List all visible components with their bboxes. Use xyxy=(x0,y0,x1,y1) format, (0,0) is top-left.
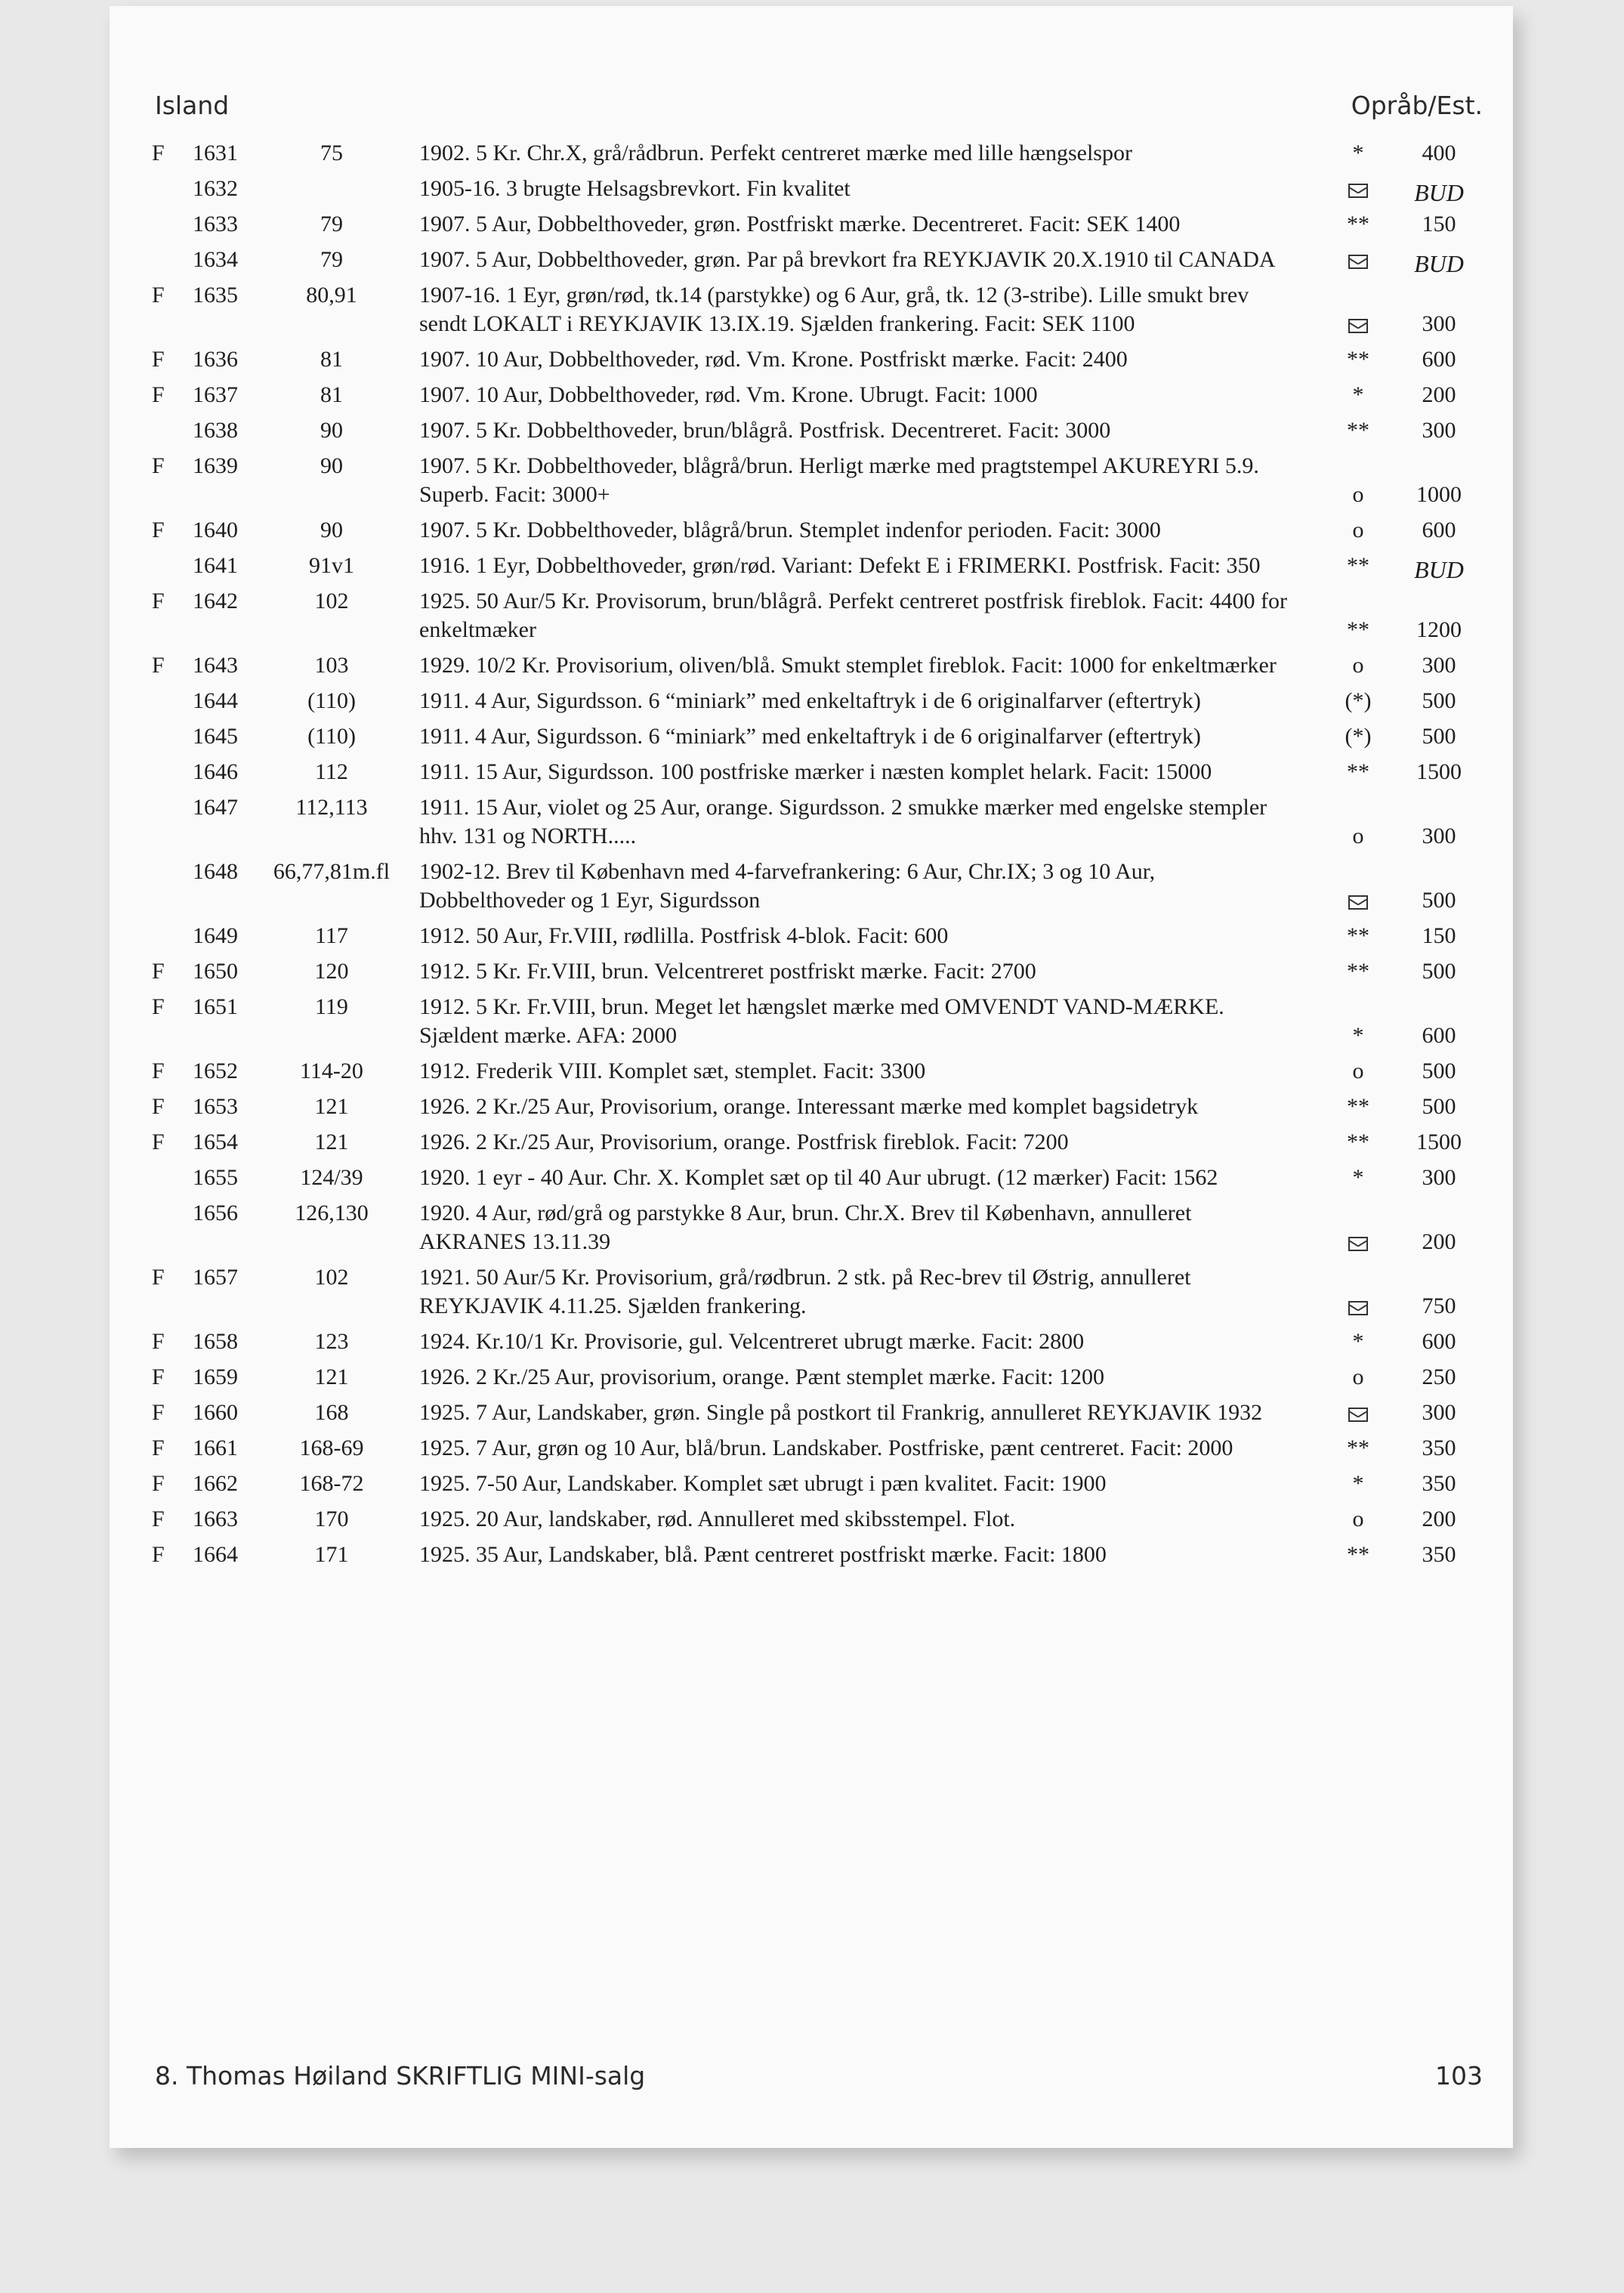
lot-condition: * xyxy=(1352,1329,1364,1354)
lot-row xyxy=(152,139,1481,175)
lot-estimate: 350 xyxy=(1422,1435,1456,1460)
lot-number: 1638 xyxy=(193,418,238,443)
lot-description: 1907. 5 Aur, Dobbelthoveder, grøn. Postfriskt mærke. Decentreret. Facit: SEK 1400 xyxy=(419,212,1181,236)
catalog-reference: 121 xyxy=(314,1130,349,1154)
lot-condition: o xyxy=(1352,1507,1364,1531)
lot-description: 1911. 4 Aur, Sigurdsson. 6 “miniark” med enkeltaftryk i de 6 originalfarver (eftertryk) xyxy=(419,688,1201,713)
lot-estimate: 250 xyxy=(1422,1364,1456,1389)
lot-description: 1907. 5 Kr. Dobbelthoveder, blågrå/brun. Stemplet indenfor perioden. Facit: 3000 xyxy=(419,518,1161,542)
lot-number: 1658 xyxy=(193,1329,238,1354)
lot-description: 1925. 7 Aur, Landskaber, grøn. Single på postkort til Frankrig, annulleret REYKJAVIK 1932 xyxy=(419,1400,1263,1425)
lot-row xyxy=(152,722,1481,758)
catalog-reference: 66,77,81m.fl xyxy=(273,859,391,884)
catalog-page xyxy=(110,6,1513,2148)
lot-condition: ** xyxy=(1347,1130,1369,1154)
lot-condition: o xyxy=(1352,518,1364,542)
lot-number: 1651 xyxy=(193,994,238,1019)
lot-description: 1925. 7-50 Aur, Landskaber. Komplet sæt ubrugt i pæn kvalitet. Facit: 1900 xyxy=(419,1471,1107,1496)
lot-row xyxy=(152,1092,1481,1128)
lot-condition: ** xyxy=(1347,1094,1369,1119)
lot-flag: F xyxy=(152,1329,165,1354)
lot-condition: ** xyxy=(1347,959,1369,984)
catalog-reference: 124/39 xyxy=(300,1165,363,1190)
catalog-reference: (110) xyxy=(307,688,356,713)
lot-number: 1652 xyxy=(193,1058,238,1083)
catalog-reference: 168-72 xyxy=(299,1471,364,1496)
lot-number: 1647 xyxy=(193,795,238,820)
catalog-reference: 117 xyxy=(315,923,348,948)
lot-description: 1907. 5 Kr. Dobbelthoveder, brun/blågrå. Postfrisk. Decentreret. Facit: 3000 xyxy=(419,418,1111,443)
lot-description: 1925. 35 Aur, Landskaber, blå. Pænt centreret postfriskt mærke. Facit: 1800 xyxy=(419,1542,1107,1567)
lot-condition xyxy=(1332,175,1385,203)
lot-number: 1657 xyxy=(193,1265,238,1290)
lot-flag: F xyxy=(152,453,165,478)
lot-row xyxy=(152,922,1481,957)
lot-row xyxy=(152,246,1481,281)
lot-condition xyxy=(1332,246,1385,274)
catalog-reference: 90 xyxy=(320,418,343,443)
lot-description: 1907-16. 1 Eyr, grøn/rød, tk.14 (parstykke) og 6 Aur, grå, tk. 12 (3-stribe). Lille smukt brev sendt LOKALT i REYKJAVIK 13.IX.19. Sjælden frankering. Facit: SEK 1100 xyxy=(419,283,1249,336)
lot-flag: F xyxy=(152,382,165,407)
lot-description: 1911. 15 Aur, Sigurdsson. 100 postfriske mærker i næsten komplet helark. Facit: 15000 xyxy=(419,759,1212,784)
lot-row xyxy=(152,1505,1481,1541)
lot-description: 1911. 15 Aur, violet og 25 Aur, orange. Sigurdsson. 2 smukke mærker med engelske stempler hhv. 131 og NORTH..... xyxy=(419,795,1267,848)
lot-condition: o xyxy=(1352,1364,1364,1389)
lot-number: 1653 xyxy=(193,1094,238,1119)
lot-row xyxy=(152,1327,1481,1363)
lot-condition: o xyxy=(1352,1058,1364,1083)
lot-flag: F xyxy=(152,1130,165,1154)
lot-row xyxy=(152,281,1481,345)
envelope-icon xyxy=(1348,184,1368,198)
lot-condition: * xyxy=(1352,141,1364,165)
lot-estimate: 1500 xyxy=(1416,1130,1462,1154)
lot-number: 1646 xyxy=(193,759,238,784)
lot-number: 1642 xyxy=(193,589,238,613)
lot-row xyxy=(152,687,1481,722)
lot-estimate: BUD xyxy=(1414,179,1464,206)
lot-number: 1633 xyxy=(193,212,238,236)
lot-flag: F xyxy=(152,653,165,678)
lot-description: 1925. 50 Aur/5 Kr. Provisorum, brun/blågrå. Perfekt centreret postfrisk fireblok. Facit: 4400 for enkeltmæker xyxy=(419,589,1287,642)
lot-row xyxy=(152,993,1481,1057)
lot-row xyxy=(152,416,1481,452)
lot-row xyxy=(152,1057,1481,1092)
lot-number: 1641 xyxy=(193,553,238,578)
lot-estimate: 600 xyxy=(1422,1329,1456,1354)
lot-number: 1644 xyxy=(193,688,238,713)
lot-description: 1907. 5 Aur, Dobbelthoveder, grøn. Par på brevkort fra REYKJAVIK 20.X.1910 til CANADA xyxy=(419,247,1276,272)
lot-row xyxy=(152,758,1481,793)
lot-row xyxy=(152,345,1481,381)
lot-condition xyxy=(1332,886,1385,915)
lot-estimate: 300 xyxy=(1422,311,1456,336)
catalog-reference: 170 xyxy=(314,1507,349,1531)
catalog-reference: 119 xyxy=(315,994,348,1019)
estimate-column-label: Opråb/Est. xyxy=(1351,91,1483,120)
lot-estimate: BUD xyxy=(1414,556,1464,583)
lot-description: 1902. 5 Kr. Chr.X, grå/rådbrun. Perfekt centreret mærke med lille hængselspor xyxy=(419,141,1132,165)
lot-flag: F xyxy=(152,1435,165,1460)
catalog-reference: 90 xyxy=(320,518,343,542)
lot-estimate: 750 xyxy=(1422,1293,1456,1318)
lot-flag: F xyxy=(152,1094,165,1119)
lot-flag: F xyxy=(152,347,165,372)
lot-number: 1661 xyxy=(193,1435,238,1460)
lot-number: 1637 xyxy=(193,382,238,407)
catalog-reference: 91v1 xyxy=(309,553,354,578)
lot-flag: F xyxy=(152,283,165,307)
lot-row xyxy=(152,957,1481,993)
lot-estimate: 1200 xyxy=(1416,617,1462,642)
lot-condition: (*) xyxy=(1345,724,1372,749)
envelope-icon xyxy=(1348,1408,1368,1422)
lot-row xyxy=(152,1263,1481,1327)
lot-description: 1924. Kr.10/1 Kr. Provisorie, gul. Velcentreret ubrugt mærke. Facit: 2800 xyxy=(419,1329,1085,1354)
lot-estimate: 150 xyxy=(1422,923,1456,948)
lot-description: 1920. 1 eyr - 40 Aur. Chr. X. Komplet sæt op til 40 Aur ubrugt. (12 mærker) Facit: 1562 xyxy=(419,1165,1218,1190)
lot-row xyxy=(152,1163,1481,1199)
lot-flag: F xyxy=(152,1400,165,1425)
lot-flag: F xyxy=(152,518,165,542)
catalog-reference: 75 xyxy=(320,141,343,165)
catalog-reference: 171 xyxy=(314,1542,349,1567)
lot-row xyxy=(152,516,1481,552)
catalog-reference: 114-20 xyxy=(300,1058,363,1083)
lot-estimate: 300 xyxy=(1422,653,1456,678)
lot-flag: F xyxy=(152,959,165,984)
lot-row xyxy=(152,552,1481,587)
lot-description: 1907. 10 Aur, Dobbelthoveder, rød. Vm. Krone. Postfriskt mærke. Facit: 2400 xyxy=(419,347,1128,372)
catalog-reference: 112,113 xyxy=(295,795,368,820)
lot-row xyxy=(152,793,1481,858)
lot-flag: F xyxy=(152,1364,165,1389)
lot-number: 1659 xyxy=(193,1364,238,1389)
catalog-reference: 121 xyxy=(314,1364,349,1389)
page-footer xyxy=(155,2061,1483,2106)
lot-estimate: 500 xyxy=(1422,688,1456,713)
lot-description: 1912. 50 Aur, Fr.VIII, rødlilla. Postfrisk 4-blok. Facit: 600 xyxy=(419,923,949,948)
lot-estimate: 1500 xyxy=(1416,759,1462,784)
lot-description: 1929. 10/2 Kr. Provisorium, oliven/blå. Smukt stemplet fireblok. Facit: 1000 for enkeltmærker xyxy=(419,653,1277,678)
lot-row xyxy=(152,1469,1481,1505)
lot-condition xyxy=(1332,1228,1385,1256)
lot-estimate: 350 xyxy=(1422,1542,1456,1567)
lot-row xyxy=(152,381,1481,416)
lot-description: 1912. 5 Kr. Fr.VIII, brun. Velcentreret postfriskt mærke. Facit: 2700 xyxy=(419,959,1036,984)
lot-condition: ** xyxy=(1347,1435,1369,1460)
lot-description: 1921. 50 Aur/5 Kr. Provisorium, grå/rødbrun. 2 stk. på Rec-brev til Østrig, annulleret REYKJAVIK 4.11.25. Sjælden frankering. xyxy=(419,1265,1191,1318)
lot-estimate: 500 xyxy=(1422,724,1456,749)
lot-number: 1663 xyxy=(193,1507,238,1531)
lot-flag: F xyxy=(152,589,165,613)
lot-number: 1662 xyxy=(193,1471,238,1496)
lot-condition: (*) xyxy=(1345,688,1372,713)
lot-number: 1655 xyxy=(193,1165,238,1190)
lot-number: 1635 xyxy=(193,283,238,307)
lot-number: 1654 xyxy=(193,1130,238,1154)
lot-estimate: 300 xyxy=(1422,418,1456,443)
lot-number: 1643 xyxy=(193,653,238,678)
catalog-reference: 123 xyxy=(314,1329,349,1354)
lot-number: 1664 xyxy=(193,1542,238,1567)
lot-condition: ** xyxy=(1347,617,1369,642)
catalog-reference: 102 xyxy=(314,1265,349,1290)
envelope-icon xyxy=(1348,1301,1368,1315)
lot-estimate: 200 xyxy=(1422,1229,1456,1254)
lot-condition xyxy=(1332,310,1385,338)
lot-estimate: 300 xyxy=(1422,824,1456,848)
lot-flag: F xyxy=(152,1507,165,1531)
lot-number: 1636 xyxy=(193,347,238,372)
catalog-reference: 168 xyxy=(314,1400,349,1425)
lot-flag: F xyxy=(152,1265,165,1290)
lot-number: 1648 xyxy=(193,859,238,884)
lot-condition: ** xyxy=(1347,923,1369,948)
catalog-reference: (110) xyxy=(307,724,356,749)
catalog-reference: 121 xyxy=(314,1094,349,1119)
page-number: 103 xyxy=(1435,2061,1483,2091)
lot-condition: ** xyxy=(1347,759,1369,784)
lot-condition: * xyxy=(1352,1471,1364,1496)
lot-condition: ** xyxy=(1347,418,1369,443)
lot-row xyxy=(152,651,1481,687)
lot-description: 1911. 4 Aur, Sigurdsson. 6 “miniark” med enkeltaftryk i de 6 originalfarver (eftertryk) xyxy=(419,724,1201,749)
lot-description: 1920. 4 Aur, rød/grå og parstykke 8 Aur, brun. Chr.X. Brev til København, annulleret AKRANES 13.11.39 xyxy=(419,1201,1192,1254)
lot-description: 1926. 2 Kr./25 Aur, Provisorium, orange. Interessant mærke med komplet bagsidetryk xyxy=(419,1094,1199,1119)
catalog-reference: 120 xyxy=(314,959,349,984)
lot-row xyxy=(152,1128,1481,1163)
lot-estimate: 1000 xyxy=(1416,482,1462,507)
lot-number: 1634 xyxy=(193,247,238,272)
lot-number: 1660 xyxy=(193,1400,238,1425)
lot-description: 1912. Frederik VIII. Komplet sæt, stemplet. Facit: 3300 xyxy=(419,1058,926,1083)
lot-estimate: 350 xyxy=(1422,1471,1456,1496)
lot-row xyxy=(152,1398,1481,1434)
lot-description: 1925. 7 Aur, grøn og 10 Aur, blå/brun. Landskaber. Postfriske, pænt centreret. Facit: 2000 xyxy=(419,1435,1233,1460)
envelope-icon xyxy=(1348,895,1368,910)
lot-number: 1650 xyxy=(193,959,238,984)
lot-condition: o xyxy=(1352,653,1364,678)
lot-row xyxy=(152,210,1481,246)
lot-number: 1639 xyxy=(193,453,238,478)
lot-row xyxy=(152,1363,1481,1398)
lot-row xyxy=(152,1199,1481,1263)
lot-condition: ** xyxy=(1347,553,1369,578)
lot-description: 1907. 5 Kr. Dobbelthoveder, blågrå/brun. Herligt mærke med pragtstempel AKUREYRI 5.9. Superb. Facit: 3000+ xyxy=(419,453,1259,507)
catalog-reference: 79 xyxy=(320,212,343,236)
lot-number: 1645 xyxy=(193,724,238,749)
lot-estimate: 600 xyxy=(1422,1023,1456,1048)
lot-row xyxy=(152,175,1481,210)
lot-description: 1902-12. Brev til København med 4-farvefrankering: 6 Aur, Chr.IX; 3 og 10 Aur, Dobbelthoveder og 1 Eyr, Sigurdsson xyxy=(419,859,1156,913)
catalog-reference: 126,130 xyxy=(295,1201,369,1225)
lot-estimate: 500 xyxy=(1422,1058,1456,1083)
lot-condition: ** xyxy=(1347,212,1369,236)
envelope-icon xyxy=(1348,319,1368,333)
lot-flag: F xyxy=(152,994,165,1019)
lot-condition: ** xyxy=(1347,1542,1369,1567)
catalog-reference: 79 xyxy=(320,247,343,272)
lot-estimate: BUD xyxy=(1414,250,1464,277)
lot-description: 1912. 5 Kr. Fr.VIII, brun. Meget let hængslet mærke med OMVENDT VAND-MÆRKE. Sjældent mærke. AFA: 2000 xyxy=(419,994,1224,1048)
auction-title: 8. Thomas Høiland SKRIFTLIG MINI-salg xyxy=(155,2061,646,2091)
envelope-icon xyxy=(1348,1237,1368,1251)
lot-condition xyxy=(1332,1292,1385,1321)
lot-row xyxy=(152,1434,1481,1469)
lot-estimate: 200 xyxy=(1422,1507,1456,1531)
lot-condition: * xyxy=(1352,382,1364,407)
lot-estimate: 300 xyxy=(1422,1400,1456,1425)
lot-description: 1926. 2 Kr./25 Aur, Provisorium, orange. Postfrisk fireblok. Facit: 7200 xyxy=(419,1130,1069,1154)
catalog-reference: 90 xyxy=(320,453,343,478)
lot-condition: ** xyxy=(1347,347,1369,372)
catalog-reference: 112 xyxy=(315,759,348,784)
lot-row xyxy=(152,587,1481,651)
lot-flag: F xyxy=(152,1058,165,1083)
lot-condition: o xyxy=(1352,482,1364,507)
lot-condition xyxy=(1332,1398,1385,1427)
page-header xyxy=(155,91,1483,136)
lot-number: 1631 xyxy=(193,141,238,165)
lot-condition: * xyxy=(1352,1023,1364,1048)
lot-number: 1632 xyxy=(193,176,238,201)
lot-number: 1640 xyxy=(193,518,238,542)
catalog-reference: 80,91 xyxy=(306,283,357,307)
lot-estimate: 500 xyxy=(1422,888,1456,913)
lot-estimate: 400 xyxy=(1422,141,1456,165)
catalog-reference: 81 xyxy=(320,347,343,372)
lot-estimate: 600 xyxy=(1422,347,1456,372)
lot-description: 1907. 10 Aur, Dobbelthoveder, rød. Vm. Krone. Ubrugt. Facit: 1000 xyxy=(419,382,1038,407)
lot-flag: F xyxy=(152,1471,165,1496)
section-title: Island xyxy=(155,91,230,120)
lot-description: 1926. 2 Kr./25 Aur, provisorium, orange. Pænt stemplet mærke. Facit: 1200 xyxy=(419,1364,1105,1389)
lot-condition: * xyxy=(1352,1165,1364,1190)
lot-flag: F xyxy=(152,1542,165,1567)
lot-row xyxy=(152,1541,1481,1576)
catalog-reference: 102 xyxy=(314,589,349,613)
lot-estimate: 200 xyxy=(1422,382,1456,407)
lot-row xyxy=(152,452,1481,516)
lot-estimate: 500 xyxy=(1422,959,1456,984)
lot-description: 1916. 1 Eyr, Dobbelthoveder, grøn/rød. Variant: Defekt E i FRIMERKI. Postfrisk. Facit: 350 xyxy=(419,553,1261,578)
lot-description: 1905-16. 3 brugte Helsagsbrevkort. Fin kvalitet xyxy=(419,176,851,201)
catalog-reference: 168-69 xyxy=(299,1435,364,1460)
lot-condition: o xyxy=(1352,824,1364,848)
lot-number: 1656 xyxy=(193,1201,238,1225)
lot-estimate: 500 xyxy=(1422,1094,1456,1119)
envelope-icon xyxy=(1348,255,1368,269)
lot-description: 1925. 20 Aur, landskaber, rød. Annulleret med skibsstempel. Flot. xyxy=(419,1507,1016,1531)
lot-estimate: 150 xyxy=(1422,212,1456,236)
lot-number: 1649 xyxy=(193,923,238,948)
lot-row xyxy=(152,858,1481,922)
catalog-reference: 103 xyxy=(314,653,349,678)
lot-flag: F xyxy=(152,141,165,165)
lot-estimate: 300 xyxy=(1422,1165,1456,1190)
lot-list xyxy=(152,139,1481,1576)
lot-estimate: 600 xyxy=(1422,518,1456,542)
catalog-reference: 81 xyxy=(320,382,343,407)
